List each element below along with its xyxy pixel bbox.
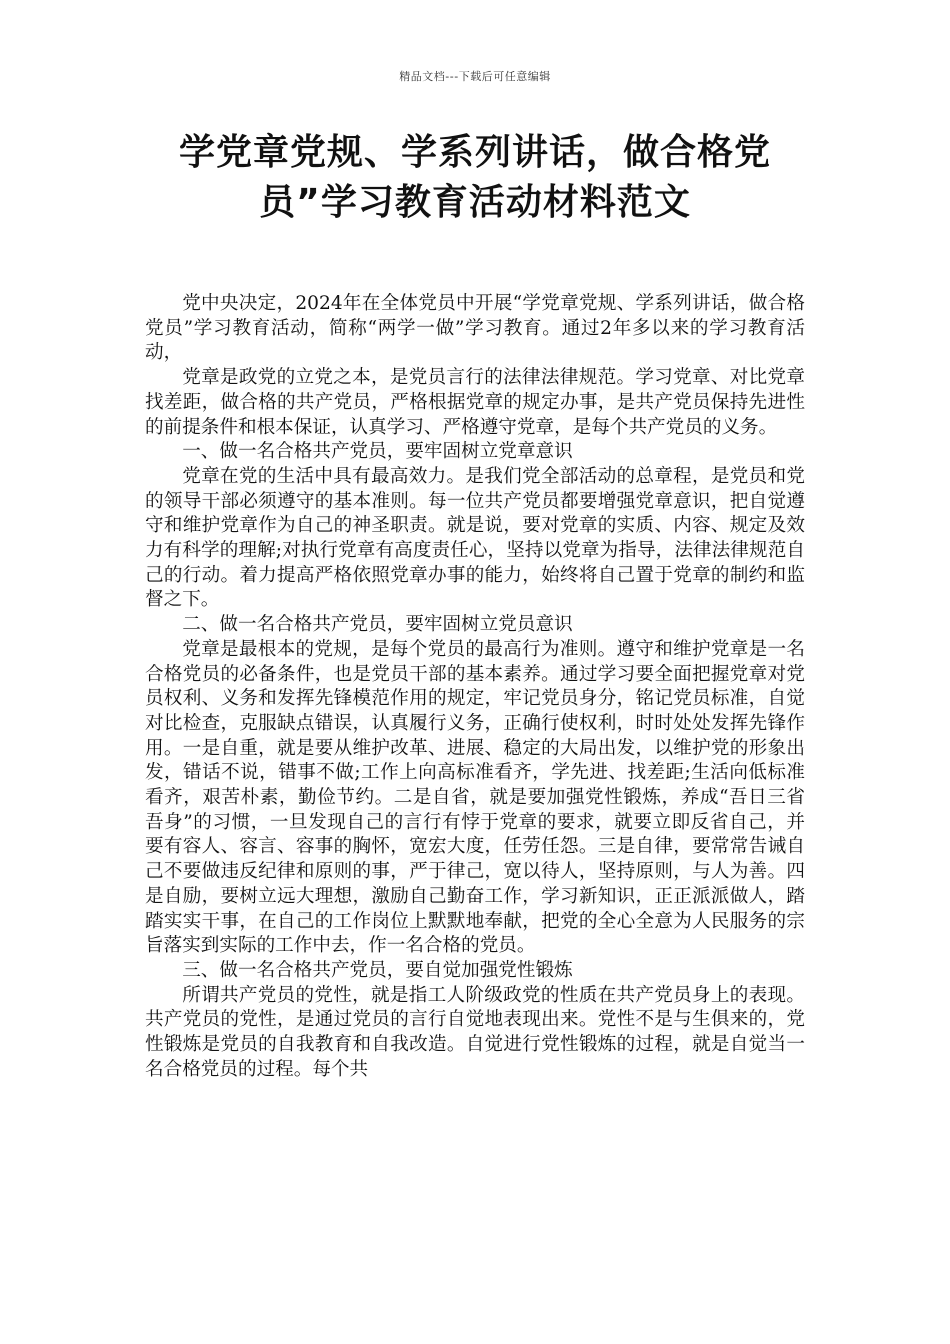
document-title: 学党章党规、学系列讲话，做合格党员”学习教育活动材料范文 — [178, 132, 771, 223]
paragraph: 党中央决定，2024年在全体党员中开展“学党章党规、学系列讲话，做合格党员”学习教育活动，简称“两学一做”学习教育。通过2年多以来的学习教育活动， — [145, 293, 805, 364]
paragraph: 党章是政党的立党之本，是党员言行的法律法律规范。学习党章、对比党章找差距，做合格的共产党员，严格根据党章的规定办事，是共产党员保持先进性的前提条件和根本保证，认真学习、严格遵守党章，是每个共产党员的义务。 — [145, 367, 805, 438]
section-heading: 二、做一名合格共产党员，要牢固树立党员意识 — [182, 614, 573, 636]
paragraph: 党章在党的生活中具有最高效力。是我们党全部活动的总章程，是党员和党的领导干部必须遵守的基本准则。每一位共产党员都要增强党章意识，把自觉遵守和维护党章作为自己的神圣职责。就是说，要对党章的实质、内容、规定及效力有科学的理解;对执行党章有高度责任心，坚持以党章为指导，法律法律规范自己的行动。着力提高严格依照党章办事的能力，始终将自己置于党章的制约和监督之下。 — [145, 465, 805, 611]
section-heading: 一、做一名合格共产党员，要牢固树立党章意识 — [182, 441, 573, 463]
paragraph: 党章是最根本的党规，是每个党员的最高行为准则。遵守和维护党章是一名合格党员的必备条件，也是党员干部的基本素养。通过学习要全面把握党章对党员权利、义务和发挥先锋模范作用的规定，牢记党员身分，铭记党员标准，自觉对比检查，克服缺点错误，认真履行义务，正确行使权利，时时处处发挥先锋作用。一是自重，就是要从维护改革、进展、稳定的大局出发，以维护党的形象出发，错话不说，错事不做;工作上向高标准看齐，学先进、找差距;生活向低标准看齐，艰苦朴素，勤俭节约。二是自省，就是要加强党性锻炼，养成“吾日三省吾身”的习惯，一旦发现自己的言行有悖于党章的要求，就要立即反省自己，并要有容人、容言、容事的胸怀，宽宏大度，任劳任怨。三是自律，要常常告诫自己不要做违反纪律和原则的事，严于律己，宽以待人，坚持原则，与人为善。四是自励，要树立远大理想，激励自己勤奋工作，学习新知识，正正派派做人，踏踏实实干事，在自己的工作岗位上默默地奉献，把党的全心全意为人民服务的宗旨落实到实际的工作中去，作一名合格的党员。 — [145, 638, 805, 957]
section-heading: 三、做一名合格共产党员，要自觉加强党性锻炼 — [182, 959, 573, 981]
paragraph: 所谓共产党员的党性，就是指工人阶级政党的性质在共产党员身上的表现。共产党员的党性，是通过党员的言行自觉地表现出来。党性不是与生俱来的，党性锻炼是党员的自我教育和自我改造。自觉进行党性锻炼的过程，就是自觉当一名合格党员的过程。每个共 — [145, 984, 805, 1080]
header-note: 精品文档---下载后可任意编辑 — [399, 70, 551, 83]
document-body — [145, 292, 805, 1083]
